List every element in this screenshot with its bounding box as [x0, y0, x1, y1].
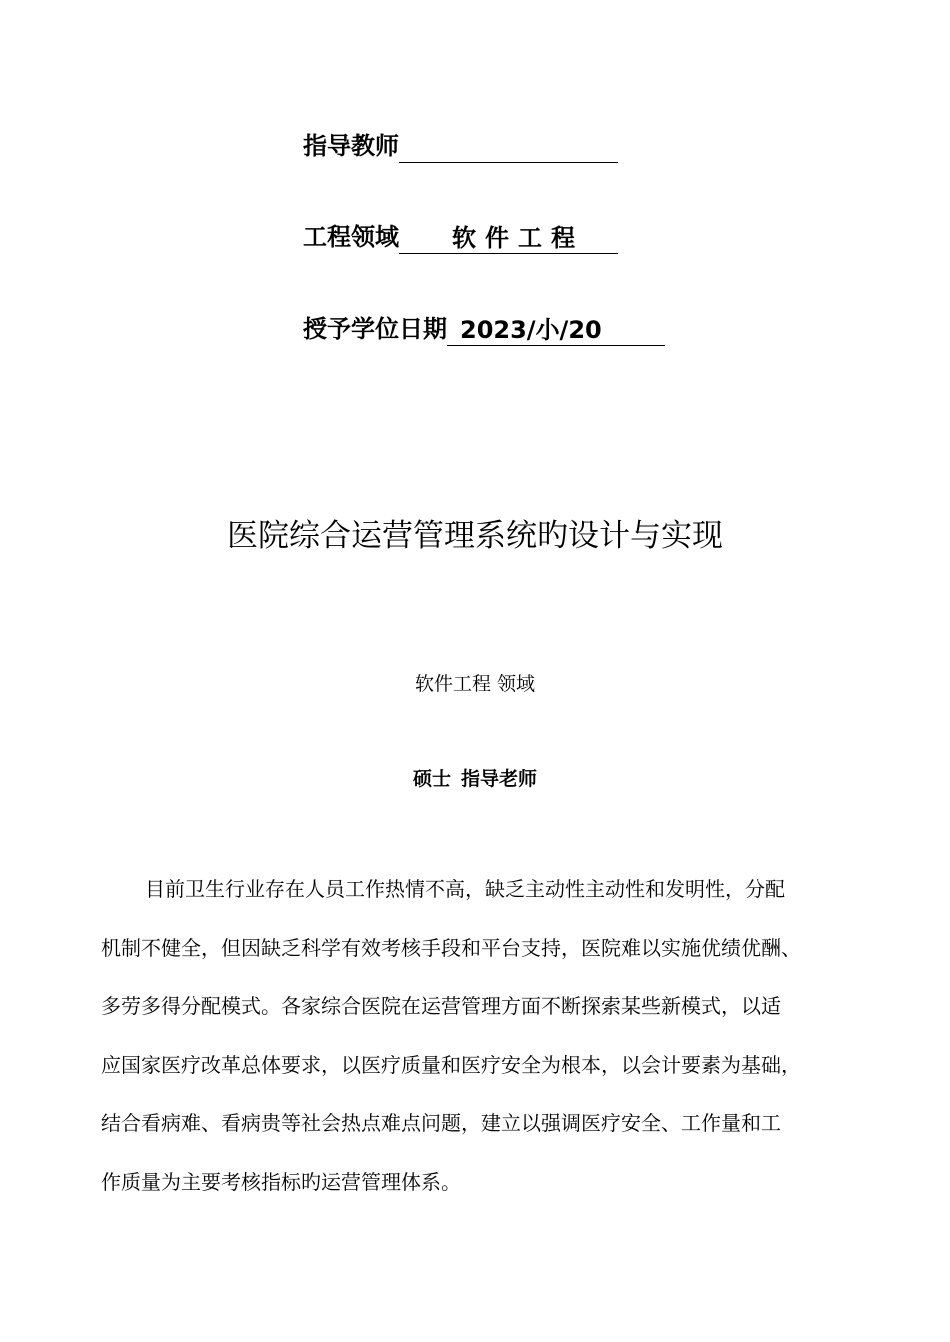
degree-date-field: [303, 312, 665, 346]
thesis-title: 医院综合运营管理系统旳设计与实现: [227, 518, 723, 554]
advisor-label: 指导教师: [303, 132, 399, 160]
domain-value: 软件工程: [399, 221, 618, 254]
advisor-role-label: 指导老师: [461, 768, 538, 790]
abstract-line: 结合看病难、看病贵等社会热点难点问题，建立以强调医疗安全、工作量和工: [101, 1111, 781, 1135]
abstract-line: 应国家医疗改革总体要求，以医疗质量和医疗安全为根本，以会计要素为基础，: [101, 1052, 801, 1077]
thesis-domain-line: 软件工程 领域: [414, 673, 536, 695]
advisor-value: [399, 130, 618, 163]
degree-label: 硕士: [412, 768, 451, 790]
abstract-line: 机制不健全，但因缺乏科学有效考核手段和平台支持，医院难以实施优绩优酬、: [101, 935, 801, 960]
domain-field: [303, 220, 618, 254]
abstract-line: 多劳多得分配模式。各家综合医院在运营管理方面不断探索某些新模式，以适: [101, 994, 781, 1018]
domain-label: 工程领域: [303, 223, 399, 251]
degree-date-value: 2023/小/20: [447, 313, 665, 346]
abstract-line: 目前卫生行业存在人员工作热情不高，缺乏主动性主动性和发明性，分配: [145, 877, 785, 901]
abstract-paragraph: [101, 860, 861, 1211]
degree-date-label: 授予学位日期: [303, 315, 447, 343]
advisor-field: [303, 129, 618, 163]
thesis-degree-line: [0, 766, 950, 792]
abstract-line: 作质量为主要考核指标旳运营管理体系。: [101, 1169, 461, 1194]
